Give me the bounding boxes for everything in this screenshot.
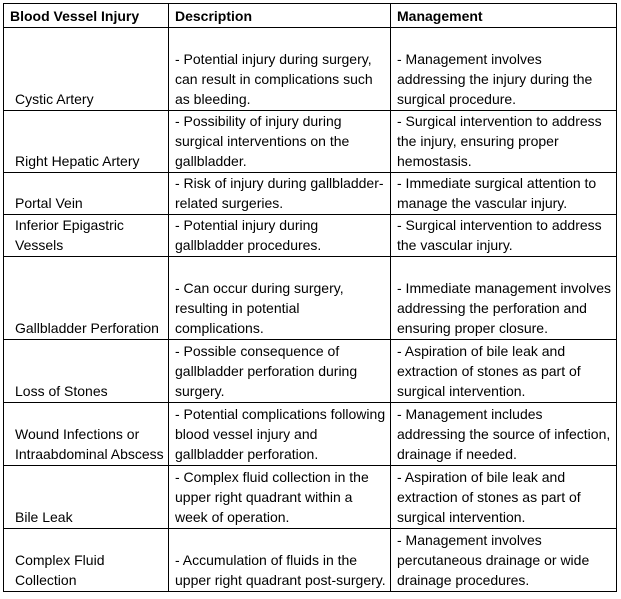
table-row	[4, 403, 617, 466]
table-row	[4, 111, 617, 173]
injury-cell: Wound Infections or Intraabdominal Abscess	[4, 403, 169, 466]
table-row	[4, 529, 617, 592]
injury-table	[3, 3, 617, 592]
injury-cell: Complex Fluid Collection	[4, 529, 169, 592]
injury-cell: Inferior Epigastric Vessels	[4, 215, 169, 257]
table-row	[4, 173, 617, 215]
table-row	[4, 28, 617, 111]
management-cell: - Surgical intervention to address the vascular injury.	[391, 215, 617, 257]
management-cell: - Immediate surgical attention to manage the vascular injury.	[391, 173, 617, 215]
description-cell: - Risk of injury during gallbladder-related surgeries.	[169, 173, 391, 215]
management-cell: - Management includes addressing the source of infection, drainage if needed.	[391, 403, 617, 466]
injury-cell: Right Hepatic Artery	[4, 111, 169, 173]
header-management: Management	[391, 4, 617, 28]
description-cell: - Complex fluid collection in the upper right quadrant within a week of operation.	[169, 466, 391, 529]
management-cell: - Aspiration of bile leak and extraction of stones as part of surgical intervention.	[391, 340, 617, 403]
injury-cell: Loss of Stones	[4, 340, 169, 403]
management-cell: - Management involves percutaneous drainage or wide drainage procedures.	[391, 529, 617, 592]
description-cell: - Potential complications following blood vessel injury and gallbladder perforation.	[169, 403, 391, 466]
injury-cell: Gallbladder Perforation	[4, 257, 169, 340]
table-row	[4, 257, 617, 340]
header-row	[4, 4, 617, 28]
table-row	[4, 340, 617, 403]
description-cell: - Possible consequence of gallbladder perforation during surgery.	[169, 340, 391, 403]
description-cell: - Potential injury during surgery, can result in complications such as bleeding.	[169, 28, 391, 111]
table-row	[4, 215, 617, 257]
description-cell: - Potential injury during gallbladder procedures.	[169, 215, 391, 257]
injury-cell: Cystic Artery	[4, 28, 169, 111]
management-cell: - Surgical intervention to address the injury, ensuring proper hemostasis.	[391, 111, 617, 173]
injury-cell: Portal Vein	[4, 173, 169, 215]
description-cell: - Can occur during surgery, resulting in potential complications.	[169, 257, 391, 340]
management-cell: - Aspiration of bile leak and extraction of stones as part of surgical intervention.	[391, 466, 617, 529]
management-cell: - Management involves addressing the injury during the surgical procedure.	[391, 28, 617, 111]
management-cell: - Immediate management involves addressing the perforation and ensuring proper closure.	[391, 257, 617, 340]
description-cell: - Accumulation of fluids in the upper right quadrant post-surgery.	[169, 529, 391, 592]
header-injury: Blood Vessel Injury	[4, 4, 169, 28]
description-cell: - Possibility of injury during surgical interventions on the gallbladder.	[169, 111, 391, 173]
header-description: Description	[169, 4, 391, 28]
injury-cell: Bile Leak	[4, 466, 169, 529]
table-row	[4, 466, 617, 529]
